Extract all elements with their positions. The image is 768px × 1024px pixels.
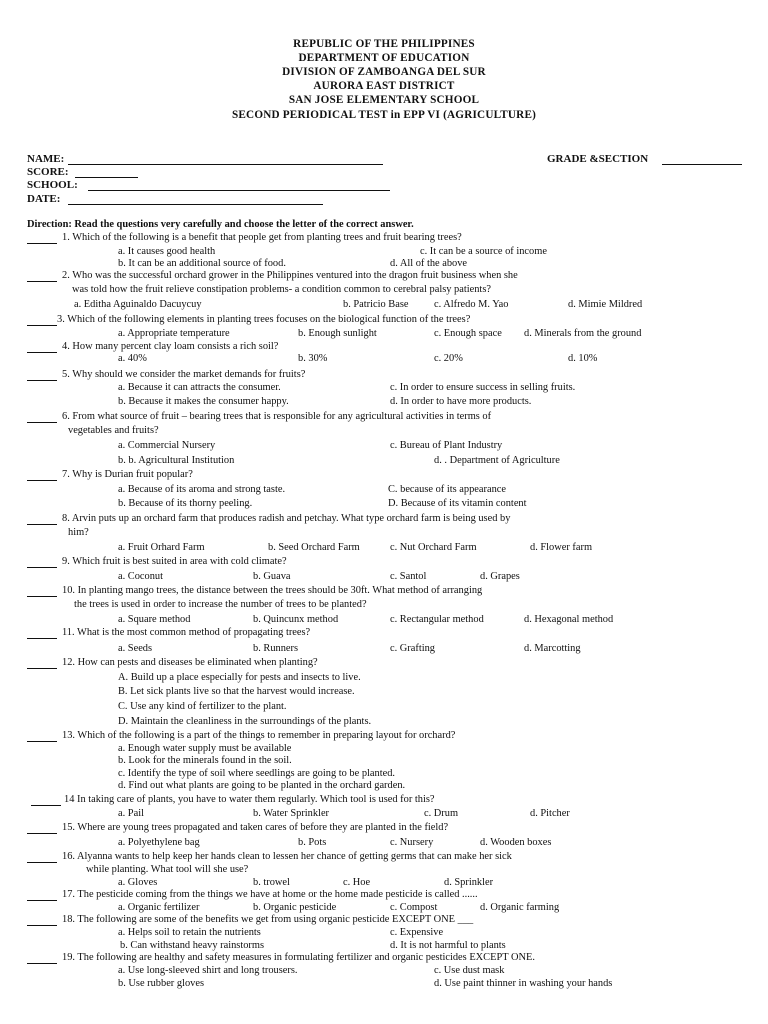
q11-option-c: c. Grafting — [390, 643, 436, 654]
name-label: NAME: — [27, 153, 65, 165]
school-label: SCHOOL: — [27, 179, 78, 191]
direction: Direction: Read the questions very carefully and choose the letter of the correct answer. — [27, 219, 414, 230]
q13-option-d: d. Find out what plants are going to be planted in the orchard garden. — [118, 780, 406, 791]
q9-option-d: d. Grapes — [480, 571, 520, 582]
q17-option-a: a. Organic fertilizer — [118, 902, 200, 913]
q12-option-b: B. Let sick plants live so that the harvest would increase. — [118, 686, 355, 697]
q5-option-b: b. Because it makes the consumer happy. — [118, 396, 289, 407]
q9-option-b: b. Guava — [253, 571, 291, 582]
q18-option-c: c. Expensive — [390, 927, 444, 938]
q1-option-c: c. It can be a source of income — [420, 246, 547, 257]
question-10: 10. In planting mango trees, the distance between the trees should be 30ft. What method of arranging — [62, 585, 483, 596]
q3-option-a: a. Appropriate temperature — [118, 328, 230, 339]
question-18: 18. The following are some of the benefits we get from using organic pesticide EXCEPT ONE ___ — [62, 914, 474, 925]
q17-option-d: d. Organic farming — [480, 902, 560, 913]
answer-blank-q6[interactable] — [27, 422, 57, 423]
q15-option-c: c. Nursery — [390, 837, 434, 848]
header-department: DEPARTMENT OF EDUCATION — [298, 52, 470, 64]
header-division: DIVISION OF ZAMBOANGA DEL SUR — [282, 66, 486, 78]
q3-option-c: c. Enough space — [434, 328, 502, 339]
q6-option-b: b. b. Agricultural Institution — [118, 455, 235, 466]
q12-option-c: C. Use any kind of fertilizer to the plant. — [118, 701, 287, 712]
q7-option-c: C. because of its appearance — [388, 484, 506, 495]
question-6-cont: vegetables and fruits? — [68, 425, 159, 436]
q1-option-b: b. It can be an additional source of food. — [118, 258, 286, 269]
question-8: 8. Arvin puts up an orchard farm that produces radish and petchay. What type orchard farm is being used by — [62, 513, 511, 524]
answer-blank-q5[interactable] — [27, 380, 57, 381]
question-13: 13. Which of the following is a part of the things to remember in preparing layout for orchard? — [62, 730, 456, 741]
q2-option-c: c. Alfredo M. Yao — [434, 299, 509, 310]
question-8-cont: him? — [68, 527, 89, 538]
question-1: 1. Which of the following is a benefit that people get from planting trees and fruit bearing trees? — [62, 232, 462, 243]
q19-option-b: b. Use rubber gloves — [118, 978, 204, 989]
q8-option-c: c. Nut Orchard Farm — [390, 542, 477, 553]
q4-option-b: b. 30% — [298, 353, 328, 364]
q2-option-d: d. Mimie Mildred — [568, 299, 643, 310]
question-3: 3. Which of the following elements in planting trees focuses on the biological function of the trees? — [57, 314, 471, 325]
q11-option-d: d. Marcotting — [524, 643, 581, 654]
answer-blank-q11[interactable] — [27, 638, 57, 639]
q11-option-b: b. Runners — [253, 643, 299, 654]
answer-blank-q10[interactable] — [27, 596, 57, 597]
answer-blank-q3[interactable] — [27, 325, 57, 326]
grade-section-field[interactable] — [662, 164, 742, 165]
question-7: 7. Why is Durian fruit popular? — [62, 469, 193, 480]
answer-blank-q15[interactable] — [27, 833, 57, 834]
q19-option-d: d. Use paint thinner in washing your hands — [434, 978, 613, 989]
header-republic: REPUBLIC OF THE PHILIPPINES — [293, 38, 475, 50]
question-11: 11. What is the most common method of propagating trees? — [62, 627, 311, 638]
q2-option-a: a. Editha Aguinaldo Dacuycuy — [74, 299, 202, 310]
answer-blank-q19[interactable] — [27, 963, 57, 964]
q8-option-b: b. Seed Orchard Farm — [268, 542, 360, 553]
question-12: 12. How can pests and diseases be eliminated when planting? — [62, 657, 318, 668]
q12-option-a: A. Build up a place especially for pests and insects to live. — [118, 672, 361, 683]
q4-option-c: c. 20% — [434, 353, 463, 364]
q9-option-a: a. Coconut — [118, 571, 164, 582]
answer-blank-q1[interactable] — [27, 243, 57, 244]
q13-option-c: c. Identify the type of soil where seedlings are going to be planted. — [118, 768, 396, 779]
question-14: 14 In taking care of plants, you have to water them regularly. Which tool is used for this? — [64, 794, 435, 805]
q15-option-d: d. Wooden boxes — [480, 837, 552, 848]
question-16-cont: while planting. What tool will she use? — [86, 864, 249, 875]
q16-option-b: b. trowel — [253, 877, 290, 888]
answer-blank-q17[interactable] — [27, 900, 57, 901]
q10-option-b: b. Quincunx method — [253, 614, 339, 625]
date-label: DATE: — [27, 193, 61, 205]
answer-blank-q12[interactable] — [27, 668, 57, 669]
q7-option-b: b. Because of its thorny peeling. — [118, 498, 253, 509]
q4-option-a: a. 40% — [118, 353, 147, 364]
q6-option-a: a. Commercial Nursery — [118, 440, 216, 451]
q14-option-c: c. Drum — [424, 808, 459, 819]
q1-option-a: a. It causes good health — [118, 246, 216, 257]
q6-option-d: d. . Department of Agriculture — [434, 455, 560, 466]
q19-option-c: c. Use dust mask — [434, 965, 505, 976]
question-15: 15. Where are young trees propagated and taken cares of before they are planted in the field? — [62, 822, 449, 833]
school-field[interactable] — [88, 190, 390, 191]
header-school: SAN JOSE ELEMENTARY SCHOOL — [288, 94, 480, 106]
score-field[interactable] — [75, 177, 138, 178]
q1-option-d: d. All of the above — [390, 258, 468, 269]
q4-option-d: d. 10% — [568, 353, 598, 364]
q3-option-b: b. Enough sunlight — [298, 328, 377, 339]
name-field[interactable] — [68, 164, 383, 165]
q15-option-b: b. Pots — [298, 837, 327, 848]
q17-option-b: b. Organic pesticide — [253, 902, 337, 913]
q15-option-a: a. Polyethylene bag — [118, 837, 200, 848]
q10-option-a: a. Square method — [118, 614, 191, 625]
answer-blank-q14[interactable] — [31, 805, 61, 806]
q5-option-a: a. Because it can attracts the consumer. — [118, 382, 281, 393]
q18-option-d: d. It is not harmful to plants — [390, 940, 506, 951]
q14-option-a: a. Pail — [118, 808, 144, 819]
question-10-cont: the trees is used in order to increase the number of trees to be planted? — [74, 599, 367, 610]
q8-option-d: d. Flower farm — [530, 542, 593, 553]
header-district: AURORA EAST DISTRICT — [313, 80, 455, 92]
q14-option-b: b. Water Sprinkler — [253, 808, 330, 819]
question-2: 2. Who was the successful orchard grower in the Philippines ventured into the dragon fruit business when she — [62, 270, 518, 281]
answer-blank-q4[interactable] — [27, 352, 57, 353]
q3-option-d: d. Minerals from the ground — [524, 328, 642, 339]
q5-option-c: c. In order to ensure success in selling fruits. — [390, 382, 576, 393]
q16-option-a: a. Gloves — [118, 877, 158, 888]
question-9: 9. Which fruit is best suited in area with cold climate? — [62, 556, 287, 567]
question-4: 4. How many percent clay loam consists a rich soil? — [62, 341, 279, 352]
question-19: 19. The following are healthy and safety measures in formulating fertilizer and organic pesticides EXCEPT ONE. — [62, 952, 535, 963]
question-16: 16. Alyanna wants to help keep her hands clean to lessen her chance of getting germs that can make her sick — [62, 851, 512, 862]
q8-option-a: a. Fruit Orhard Farm — [118, 542, 205, 553]
answer-blank-q2[interactable] — [27, 281, 57, 282]
q10-option-d: d. Hexagonal method — [524, 614, 614, 625]
q2-option-b: b. Patricio Base — [343, 299, 409, 310]
q12-option-d: D. Maintain the cleanliness in the surroundings of the plants. — [118, 716, 372, 727]
q18-option-a: a. Helps soil to retain the nutrients — [118, 927, 261, 938]
header-test-title: SECOND PERIODICAL TEST in EPP VI (AGRICULTURE) — [231, 109, 537, 121]
q17-option-c: c. Compost — [390, 902, 438, 913]
date-field[interactable] — [68, 204, 323, 205]
q9-option-c: c. Santol — [390, 571, 427, 582]
answer-blank-q16[interactable] — [27, 862, 57, 863]
q18-option-b: b. Can withstand heavy rainstorms — [120, 940, 265, 951]
answer-blank-q9[interactable] — [27, 567, 57, 568]
score-label: SCORE: — [27, 166, 69, 178]
q13-option-a: a. Enough water supply must be available — [118, 743, 292, 754]
question-17: 17. The pesticide coming from the things we have at home or the home made pesticide is called ...... — [62, 889, 478, 900]
question-2-cont: was told how the fruit relieve constipation problems- a condition common to cerebral palsy patients? — [72, 284, 491, 295]
q16-option-d: d. Sprinkler — [444, 877, 494, 888]
q11-option-a: a. Seeds — [118, 643, 153, 654]
answer-blank-q13[interactable] — [27, 741, 57, 742]
answer-blank-q18[interactable] — [27, 925, 57, 926]
q7-option-a: a. Because of its aroma and strong taste. — [118, 484, 286, 495]
q14-option-d: d. Pitcher — [530, 808, 570, 819]
q7-option-d: D. Because of its vitamin content — [388, 498, 527, 509]
q5-option-d: d. In order to have more products. — [390, 396, 532, 407]
grade-section-label: GRADE &SECTION — [547, 153, 649, 165]
answer-blank-q7[interactable] — [27, 480, 57, 481]
q13-option-b: b. Look for the minerals found in the soil. — [118, 755, 292, 766]
q19-option-a: a. Use long-sleeved shirt and long trousers. — [118, 965, 298, 976]
q10-option-c: c. Rectangular method — [390, 614, 484, 625]
q6-option-c: c. Bureau of Plant Industry — [390, 440, 503, 451]
question-6: 6. From what source of fruit – bearing trees that is responsible for any agricultural activities in terms of — [62, 411, 492, 422]
answer-blank-q8[interactable] — [27, 524, 57, 525]
question-5: 5. Why should we consider the market demands for fruits? — [62, 369, 306, 380]
q16-option-c: c. Hoe — [343, 877, 371, 888]
